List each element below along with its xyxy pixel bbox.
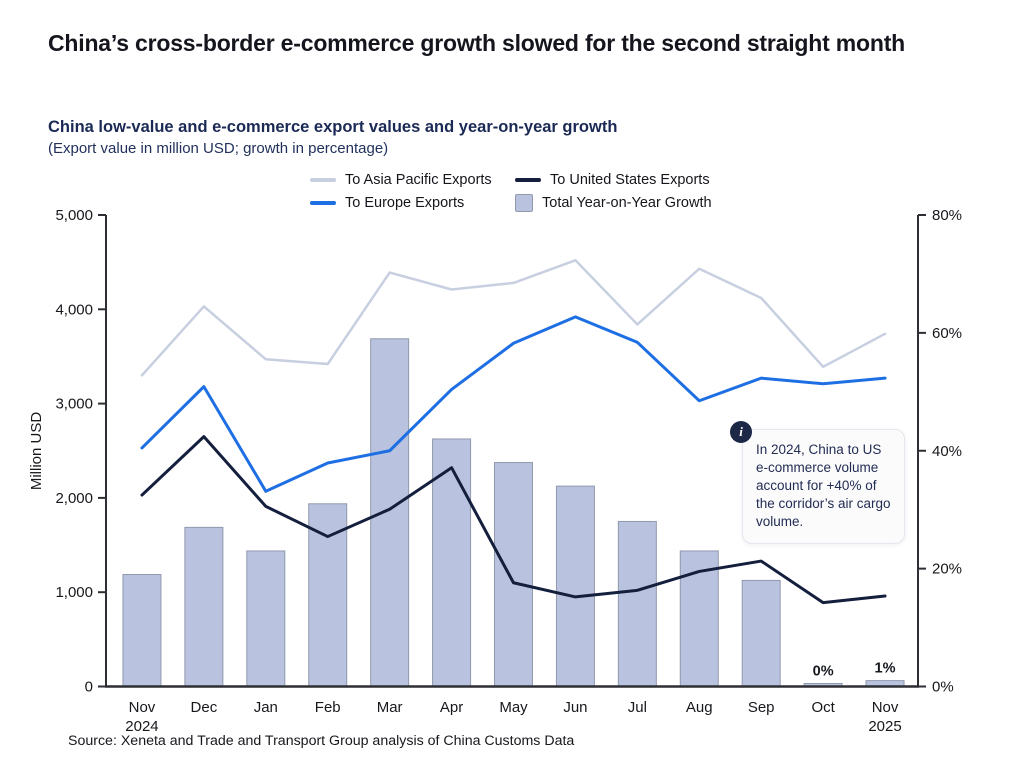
bar-nov-2024	[123, 575, 161, 687]
bar-jun	[556, 486, 594, 686]
x-tick-label: Sep	[747, 699, 775, 716]
bar-nov-2025	[866, 681, 904, 687]
right-tick-label: 0%	[932, 678, 954, 696]
x-tick-label: Oct	[811, 699, 835, 716]
bar-mar	[371, 339, 409, 687]
left-tick-label: 0	[84, 678, 93, 696]
bar-apr	[433, 439, 471, 687]
legend-label: To United States Exports	[550, 172, 710, 188]
right-tick-label: 60%	[932, 324, 963, 342]
bar-jul	[618, 521, 656, 686]
x-tick-label: Jun	[563, 699, 588, 716]
growth-bar-swatch	[515, 194, 533, 212]
annotation-text: In 2024, China to US e-commerce volume account for +40% of the corridor’s air cargo volume.	[756, 442, 891, 529]
bar-dec	[185, 527, 223, 686]
left-tick-label: 1,000	[55, 584, 93, 602]
left-axis-title: Million USD	[28, 411, 45, 491]
page-title: China’s cross-border e-commerce growth slowed for the second straight month	[48, 30, 906, 56]
legend-item-united-states	[515, 169, 710, 191]
x-tick-label: Jul	[627, 699, 647, 716]
legend-label: To Asia Pacific Exports	[345, 172, 492, 188]
bar-feb	[309, 504, 347, 687]
right-tick-label: 80%	[932, 207, 963, 224]
x-tick-year: 2025	[868, 718, 902, 735]
legend-item-asia-pacific	[310, 169, 492, 191]
x-tick-label: Nov	[871, 699, 899, 716]
x-tick-label: Feb	[314, 699, 341, 716]
info-icon: i	[730, 421, 752, 443]
source-attribution: Source: Xeneta and Trade and Transport Group analysis of China Customs Data	[68, 733, 575, 749]
chart-subtitle: China low-value and e-commerce export values and year-on-year growth	[48, 118, 618, 136]
europe-line-swatch	[310, 201, 336, 205]
x-tick-label: Mar	[376, 699, 403, 716]
legend-item-total-growth	[515, 192, 712, 214]
bar-sep	[742, 580, 780, 686]
bar-value-label: 1%	[874, 660, 896, 677]
x-tick-label: May	[499, 699, 528, 716]
bar-jan	[247, 551, 285, 687]
bar-oct	[804, 684, 842, 687]
right-tick-label: 40%	[932, 442, 963, 460]
legend-item-europe	[310, 192, 464, 214]
legend-label: Total Year-on-Year Growth	[542, 195, 712, 211]
x-tick-label: Dec	[190, 699, 218, 716]
x-tick-label: Apr	[439, 699, 464, 716]
chart-subnote: (Export value in million USD; growth in percentage)	[48, 140, 389, 157]
left-tick-label: 3,000	[55, 395, 93, 413]
bar-value-label: 0%	[812, 663, 834, 680]
bar-aug	[680, 551, 718, 687]
left-tick-label: 5,000	[55, 207, 93, 224]
annotation-card	[742, 429, 905, 544]
united-states-line-swatch	[515, 178, 541, 182]
bar-may	[495, 463, 533, 687]
asia-pacific-line-swatch	[310, 178, 336, 182]
x-tick-year: 2024	[125, 718, 159, 735]
x-tick-label: Nov	[128, 699, 156, 716]
x-tick-label: Jan	[253, 699, 278, 716]
x-tick-label: Aug	[685, 699, 713, 716]
left-tick-label: 2,000	[55, 489, 93, 507]
left-tick-label: 4,000	[55, 301, 93, 319]
line-to-asia-pacific-exports	[142, 260, 885, 375]
legend-label: To Europe Exports	[345, 195, 465, 211]
right-tick-label: 20%	[932, 560, 963, 578]
